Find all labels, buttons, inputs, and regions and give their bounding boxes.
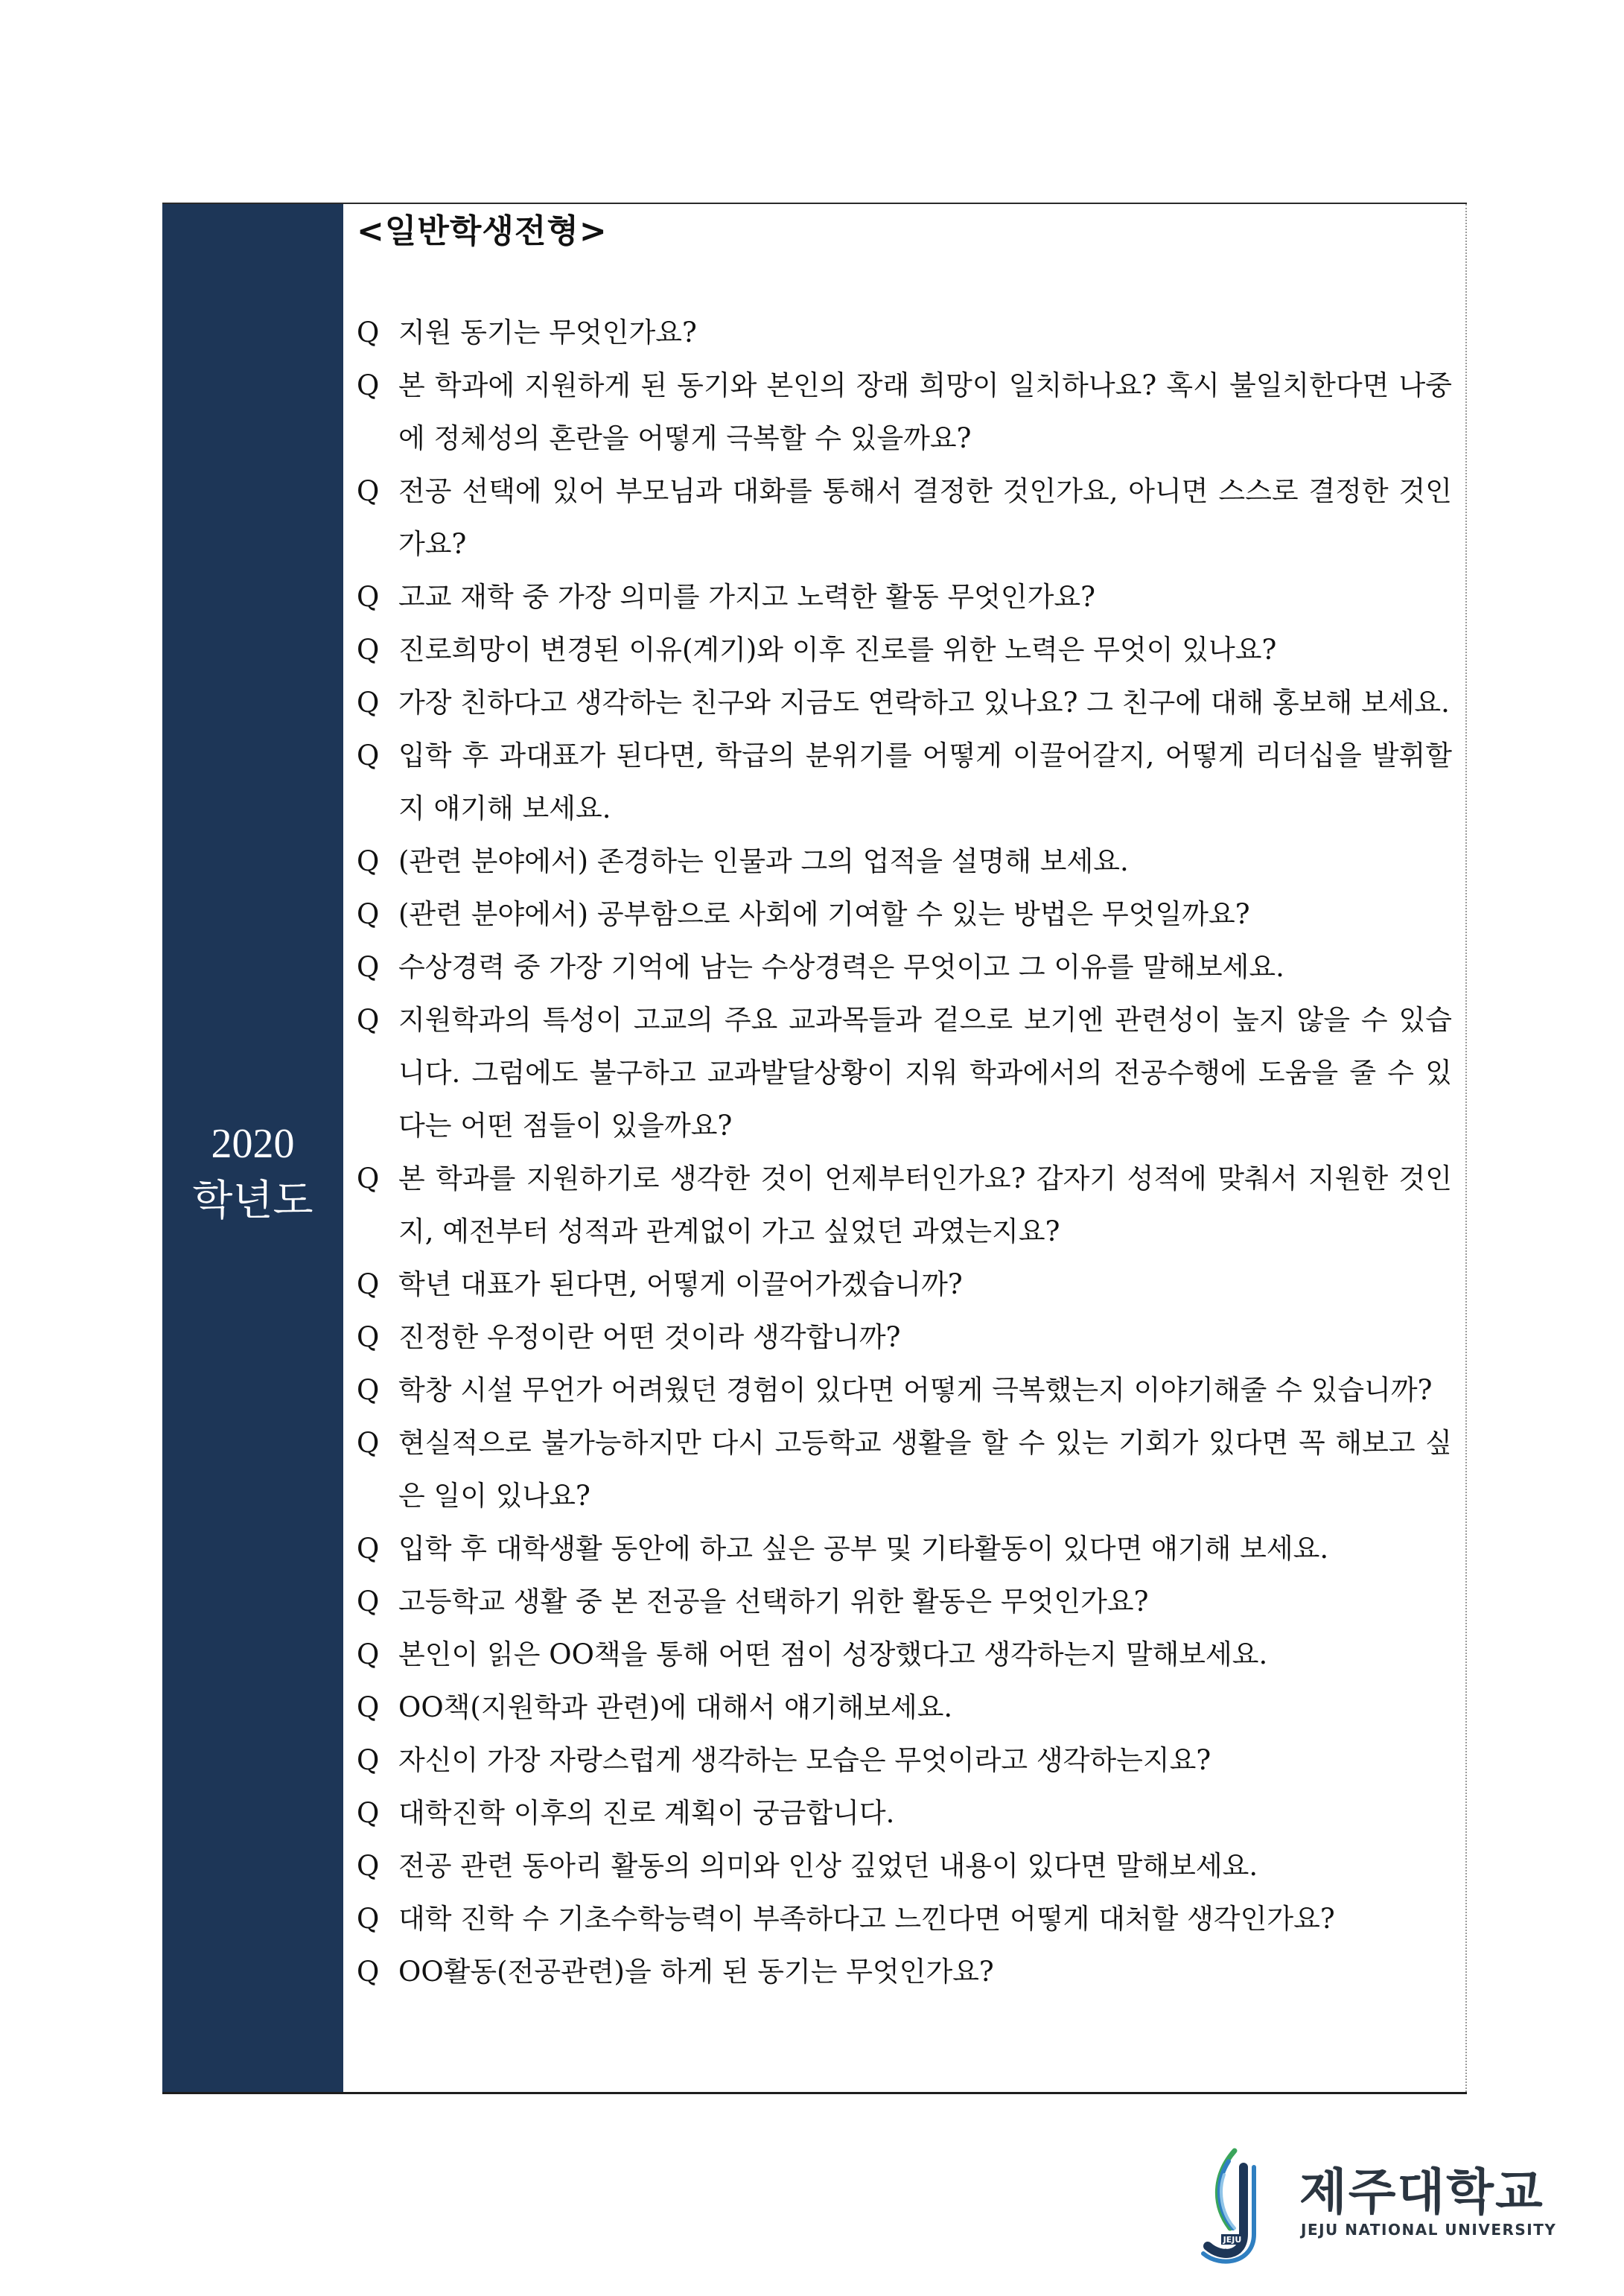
question-text: 지원학과의 특성이 고교의 주요 교과목들과 겉으로 보기엔 관련성이 높지 않을 수 있습니다. 그럼에도 불구하고 교과발달상황이 지워 학과에서의 전공수행에 도움을 줄 수 있다는 어떤 점들이 있을까요? bbox=[398, 1004, 1452, 1142]
question-item bbox=[357, 1416, 1452, 1522]
question-mark: Q bbox=[357, 369, 380, 401]
question-item bbox=[357, 835, 1452, 888]
question-text: 대학진학 이후의 진로 계획이 궁금합니다. bbox=[398, 1797, 895, 1829]
question-item bbox=[357, 1787, 1452, 1839]
question-mark: Q bbox=[357, 951, 380, 983]
question-item bbox=[357, 623, 1452, 676]
question-mark: Q bbox=[357, 845, 380, 877]
question-text: 입학 후 대학생활 동안에 하고 싶은 공부 및 기타활동이 있다면 얘기해 보세요. bbox=[398, 1533, 1329, 1565]
question-text: 고등학교 생활 중 본 전공을 선택하기 위한 활동은 무엇인가요? bbox=[398, 1586, 1149, 1618]
question-text: 수상경력 중 가장 기억에 남는 수상경력은 무엇이고 그 이유를 말해보세요. bbox=[398, 951, 1284, 983]
question-item bbox=[357, 465, 1452, 570]
question-item bbox=[357, 570, 1452, 623]
university-logo bbox=[1191, 2145, 1557, 2271]
svg-text:JEJU: JEJU bbox=[1223, 2235, 1242, 2245]
question-item bbox=[357, 359, 1452, 465]
question-item bbox=[357, 1522, 1452, 1575]
question-text: (관련 분야에서) 존경하는 인물과 그의 업적을 설명해 보세요. bbox=[398, 845, 1129, 877]
question-item bbox=[357, 1734, 1452, 1787]
question-mark: Q bbox=[357, 898, 380, 930]
university-name-english: JEJU NATIONAL UNIVERSITY bbox=[1301, 2221, 1557, 2239]
question-mark: Q bbox=[357, 1268, 380, 1300]
question-item bbox=[357, 306, 1452, 359]
university-emblem-icon bbox=[1191, 2145, 1296, 2271]
question-text: 가장 친하다고 생각하는 친구와 지금도 연락하고 있나요? 그 친구에 대해 홍보해 보세요. bbox=[398, 687, 1450, 719]
question-mark: Q bbox=[357, 634, 380, 666]
question-mark: Q bbox=[357, 1427, 380, 1459]
year-label: 학년도 bbox=[192, 1177, 313, 1226]
question-item bbox=[357, 1575, 1452, 1628]
question-item bbox=[357, 1681, 1452, 1734]
section-title: <일반학생전형> bbox=[357, 212, 608, 250]
question-list bbox=[357, 306, 1452, 1998]
question-mark: Q bbox=[357, 1797, 380, 1829]
question-item bbox=[357, 1839, 1452, 1892]
question-mark: Q bbox=[357, 317, 380, 349]
question-mark: Q bbox=[357, 1533, 380, 1565]
question-item bbox=[357, 1628, 1452, 1681]
question-item bbox=[357, 1364, 1452, 1416]
question-mark: Q bbox=[357, 1004, 380, 1036]
question-mark: Q bbox=[357, 1163, 380, 1195]
questions-cell bbox=[343, 204, 1467, 2092]
question-text: OO책(지원학과 관련)에 대해서 얘기해보세요. bbox=[398, 1691, 953, 1723]
question-mark: Q bbox=[357, 1850, 380, 1882]
question-text: 대학 진학 수 기초수학능력이 부족하다고 느낀다면 어떻게 대처할 생각인가요? bbox=[398, 1903, 1335, 1935]
question-text: 학년 대표가 된다면, 어떻게 이끌어가겠습니까? bbox=[398, 1268, 963, 1300]
question-text: (관련 분야에서) 공부함으로 사회에 기여할 수 있는 방법은 무엇일까요? bbox=[398, 898, 1250, 930]
question-text: 현실적으로 불가능하지만 다시 고등학교 생활을 할 수 있는 기회가 있다면 꼭 해보고 싶은 일이 있나요? bbox=[398, 1427, 1452, 1512]
question-mark: Q bbox=[357, 740, 380, 772]
year-cell bbox=[162, 204, 343, 2092]
question-item bbox=[357, 1152, 1452, 1258]
question-mark: Q bbox=[357, 581, 380, 613]
question-item bbox=[357, 1892, 1452, 1945]
question-text: 전공 관련 동아리 활동의 의미와 인상 깊었던 내용이 있다면 말해보세요. bbox=[398, 1850, 1258, 1882]
question-mark: Q bbox=[357, 1321, 380, 1353]
question-mark: Q bbox=[357, 1956, 380, 1988]
question-text: 진로희망이 변경된 이유(계기)와 이후 진로를 위한 노력은 무엇이 있나요? bbox=[398, 634, 1277, 666]
interview-questions-table bbox=[162, 203, 1467, 2094]
question-mark: Q bbox=[357, 1744, 380, 1776]
question-mark: Q bbox=[357, 1691, 380, 1723]
question-mark: Q bbox=[357, 1374, 380, 1406]
year-number: 2020 bbox=[211, 1120, 295, 1167]
question-mark: Q bbox=[357, 1903, 380, 1935]
question-mark: Q bbox=[357, 1638, 380, 1670]
question-item bbox=[357, 676, 1452, 729]
question-text: 학창 시설 무언가 어려웠던 경험이 있다면 어떻게 극복했는지 이야기해줄 수 있습니까? bbox=[398, 1374, 1433, 1406]
question-item bbox=[357, 729, 1452, 835]
question-item bbox=[357, 941, 1452, 993]
university-name: 제주대학교 bbox=[1299, 2163, 1544, 2221]
question-text: 본 학과에 지원하게 된 동기와 본인의 장래 희망이 일치하나요? 혹시 불일치한다면 나중에 정체성의 혼란을 어떻게 극복할 수 있을까요? bbox=[398, 369, 1452, 454]
question-mark: Q bbox=[357, 475, 380, 507]
question-text: 지원 동기는 무엇인가요? bbox=[398, 317, 697, 349]
question-text: OO활동(전공관련)을 하게 된 동기는 무엇인가요? bbox=[398, 1956, 994, 1988]
question-text: 진정한 우정이란 어떤 것이라 생각합니까? bbox=[398, 1321, 901, 1353]
question-item bbox=[357, 1311, 1452, 1364]
question-text: 고교 재학 중 가장 의미를 가지고 노력한 활동 무엇인가요? bbox=[398, 581, 1095, 613]
question-mark: Q bbox=[357, 1586, 380, 1618]
question-item bbox=[357, 1945, 1452, 1998]
question-item bbox=[357, 993, 1452, 1152]
question-item bbox=[357, 888, 1452, 941]
question-text: 본인이 읽은 OO책을 통해 어떤 점이 성장했다고 생각하는지 말해보세요. bbox=[398, 1638, 1268, 1670]
svg-text:1952: 1952 bbox=[1223, 2248, 1241, 2256]
question-text: 자신이 가장 자랑스럽게 생각하는 모습은 무엇이라고 생각하는지요? bbox=[398, 1744, 1211, 1776]
question-text: 본 학과를 지원하기로 생각한 것이 언제부터인가요? 갑자기 성적에 맞춰서 지원한 것인지, 예전부터 성적과 관계없이 가고 싶었던 과였는지요? bbox=[398, 1163, 1452, 1247]
question-item bbox=[357, 1258, 1452, 1311]
question-mark: Q bbox=[357, 687, 380, 719]
question-text: 전공 선택에 있어 부모님과 대화를 통해서 결정한 것인가요, 아니면 스스로 결정한 것인가요? bbox=[398, 475, 1452, 560]
question-text: 입학 후 과대표가 된다면, 학급의 분위기를 어떻게 이끌어갈지, 어떻게 리더십을 발휘할지 얘기해 보세요. bbox=[398, 740, 1452, 824]
